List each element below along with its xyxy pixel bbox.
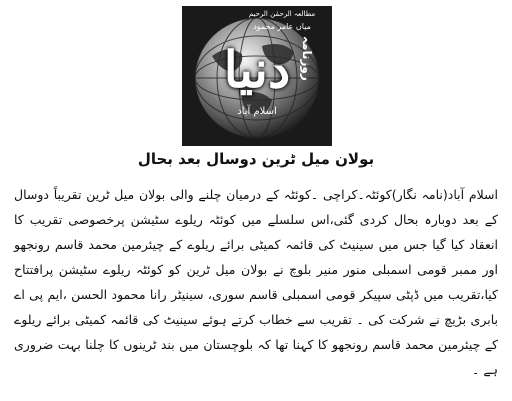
masthead-editor-line: میاں عامر محمود (253, 22, 311, 31)
article-body (14, 182, 498, 382)
masthead-city: اسلام آباد (237, 106, 277, 117)
article-paragraph: اسلام آباد(نامہ نگار)کوئٹہ۔کراچی ۔کوئٹہ کے درمیان چلنے والی بولان میل ٹرین تقریباً دوسال کے بعد دوبارہ بحال کردی گئی،اس سلسلے میں کوئٹہ ریلوے سٹیشن پرخصوصی تقریب کا انعقاد کیا گیا جس میں سینیٹ کی قائمہ کمیٹی برائے ریلوے کے چیئرمین محمد قاسم رونجھو اور ممبر قومی اسمبلی منور منیر بلوچ نے بولان میل ٹرین کو کوئٹہ ریلوے سٹیشن پرافتتاح کیا،تقریب میں ڈپٹی سپیکر قومی اسمبلی قاسم سوری، سینیٹر رانا محمود الحسن ،ایم پی اے بابری بڑیچ نے شرکت کی ۔ تقریب سے خطاب کرتے ہوئے سینیٹ کی قائمہ کمیٹی برائے ریلوے کے چیئرمین محمد قاسم رونجھو کا کہنا تھا کہ بلوچستان میں بند ٹرینوں کا چلنا بہت ضروری ہے ۔ (14, 187, 498, 377)
masthead-top-line: مطالعہ الرحمٰن الرحیم (248, 10, 316, 18)
masthead-publication-label: روزنامہ (300, 36, 314, 81)
newspaper-masthead (182, 6, 332, 146)
article-headline: بولان میل ٹرین دوسال بعد بحال (137, 150, 375, 168)
masthead-logo-word: دنیا (223, 40, 291, 99)
